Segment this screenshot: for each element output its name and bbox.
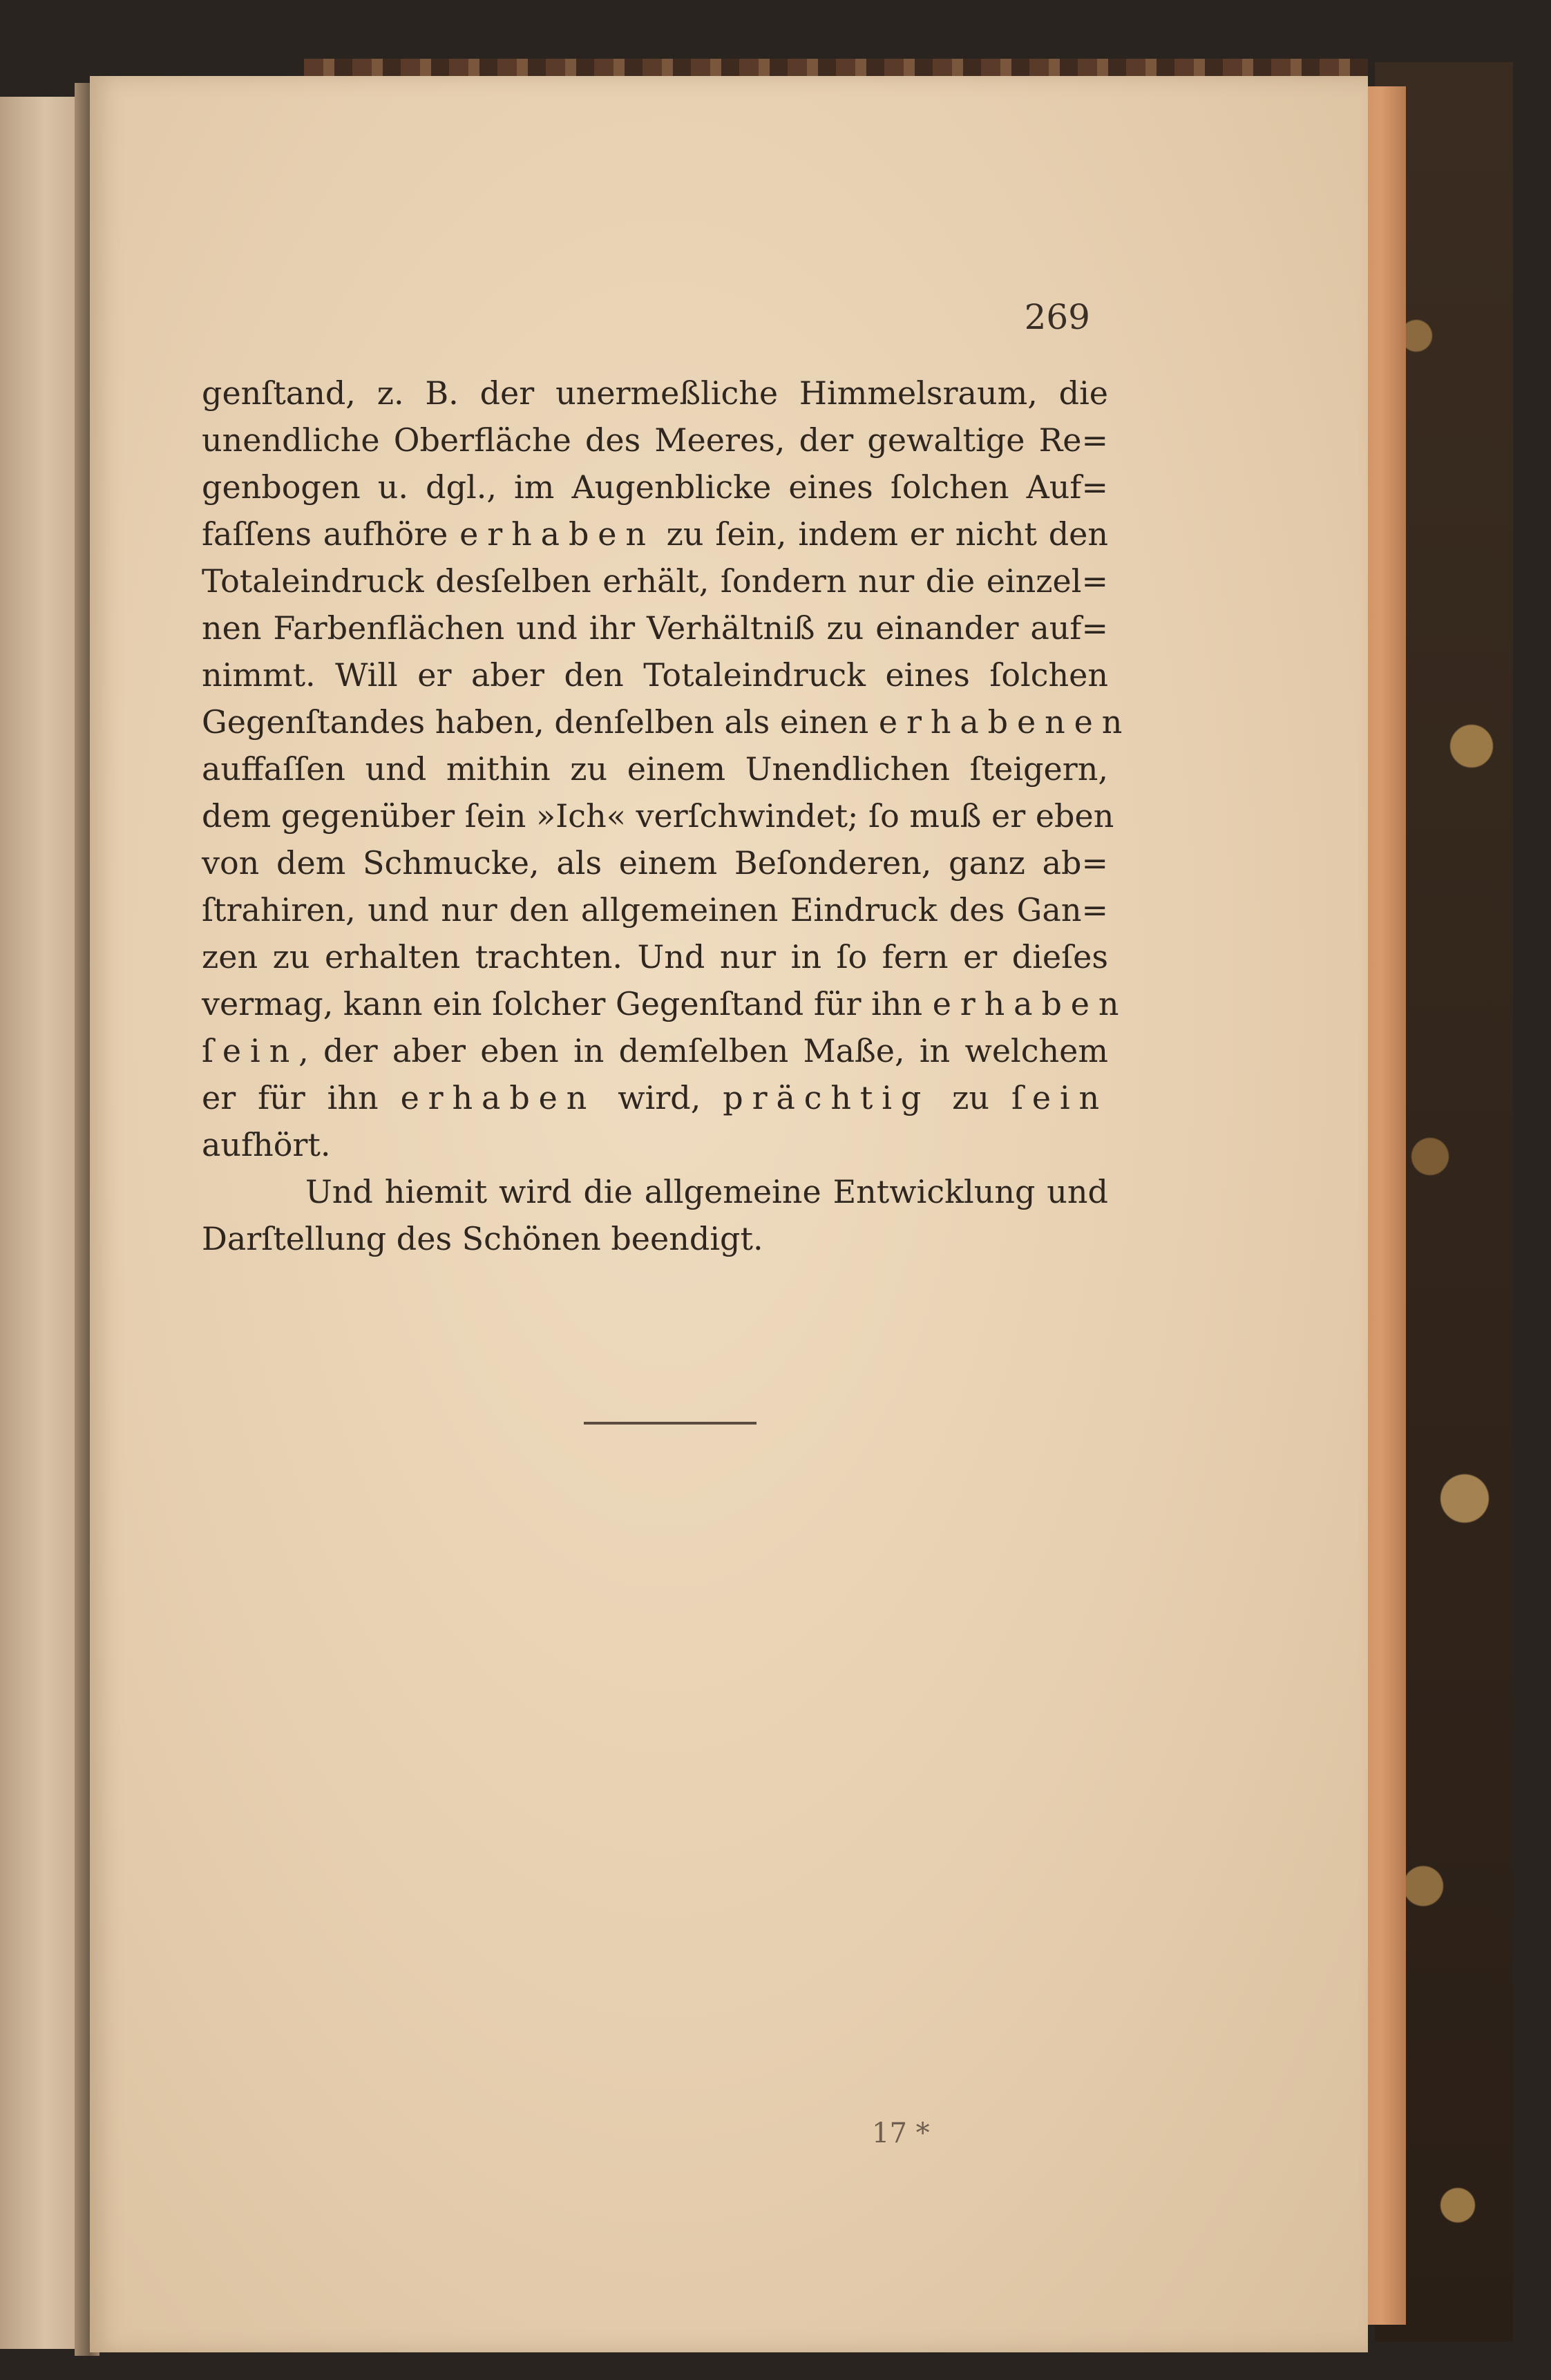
- emphasis-spaced: erhaben: [459, 515, 655, 553]
- text-line: vermag, kann ein ſolcher Gegenſtand für ihn erhaben: [202, 985, 1128, 1022]
- emphasis-spaced: prächtig: [723, 1079, 931, 1116]
- text-line: genbogen u. dgl., im Augenblicke eines ſolchen Auf=: [202, 468, 1108, 506]
- body-text: [202, 370, 1132, 1262]
- text-line: Darſtellung des Schönen beendigt.: [202, 1220, 763, 1257]
- text-line: Und hiemit wird die allgemeine Entwicklung und: [305, 1173, 1108, 1210]
- text-line: Totaleindruck desſelben erhält, ſondern nur die einzel=: [202, 562, 1108, 600]
- text-line: dem gegenüber ſein »Ich« verſchwindet; ſo muß er eben: [202, 797, 1114, 835]
- emphasis-spaced: ſein: [202, 1032, 299, 1069]
- text-line: von dem Schmucke, als einem Beſonderen, ganz ab=: [202, 844, 1108, 882]
- text-line: unendliche Oberfläche des Meeres, der gewaltige Re=: [202, 421, 1108, 459]
- emphasis-spaced: erhaben: [400, 1079, 596, 1116]
- text-line: nimmt. Will er aber den Totaleindruck eines ſolchen: [202, 656, 1108, 694]
- text-line: faſſens aufhöre erhaben zu ſein, indem er nicht den: [202, 515, 1109, 553]
- emphasis-spaced: erhabenen: [878, 703, 1132, 741]
- text-line: er für ihn erhaben wird, prächtig zu ſein: [202, 1079, 1109, 1116]
- text-line: auffaſſen und mithin zu einem Unendlichen ſteigern,: [202, 750, 1108, 788]
- emphasis-spaced: erhaben: [932, 985, 1128, 1022]
- end-rule: [584, 1422, 757, 1425]
- facing-page-edge: [0, 97, 83, 2349]
- page-number: 269: [1024, 297, 1090, 337]
- text-line: nen Farbenflächen und ihr Verhältniß zu einander auf=: [202, 609, 1108, 647]
- text-line: Gegenſtandes haben, denſelben als einen erhabenen: [202, 703, 1132, 741]
- signature-mark: 17 *: [872, 2117, 930, 2149]
- text-line: ſein, der aber eben in demſelben Maße, in welchem: [202, 1032, 1108, 1069]
- text-line: genſtand, z. B. der unermeßliche Himmelsraum, die: [202, 374, 1108, 412]
- emphasis-spaced: ſein: [1011, 1079, 1109, 1116]
- text-line: ſtrahiren, und nur den allgemeinen Eindruck des Gan=: [202, 891, 1108, 929]
- text-line: aufhört.: [202, 1126, 331, 1163]
- text-line: zen zu erhalten trachten. Und nur in ſo fern er dieſes: [202, 938, 1108, 975]
